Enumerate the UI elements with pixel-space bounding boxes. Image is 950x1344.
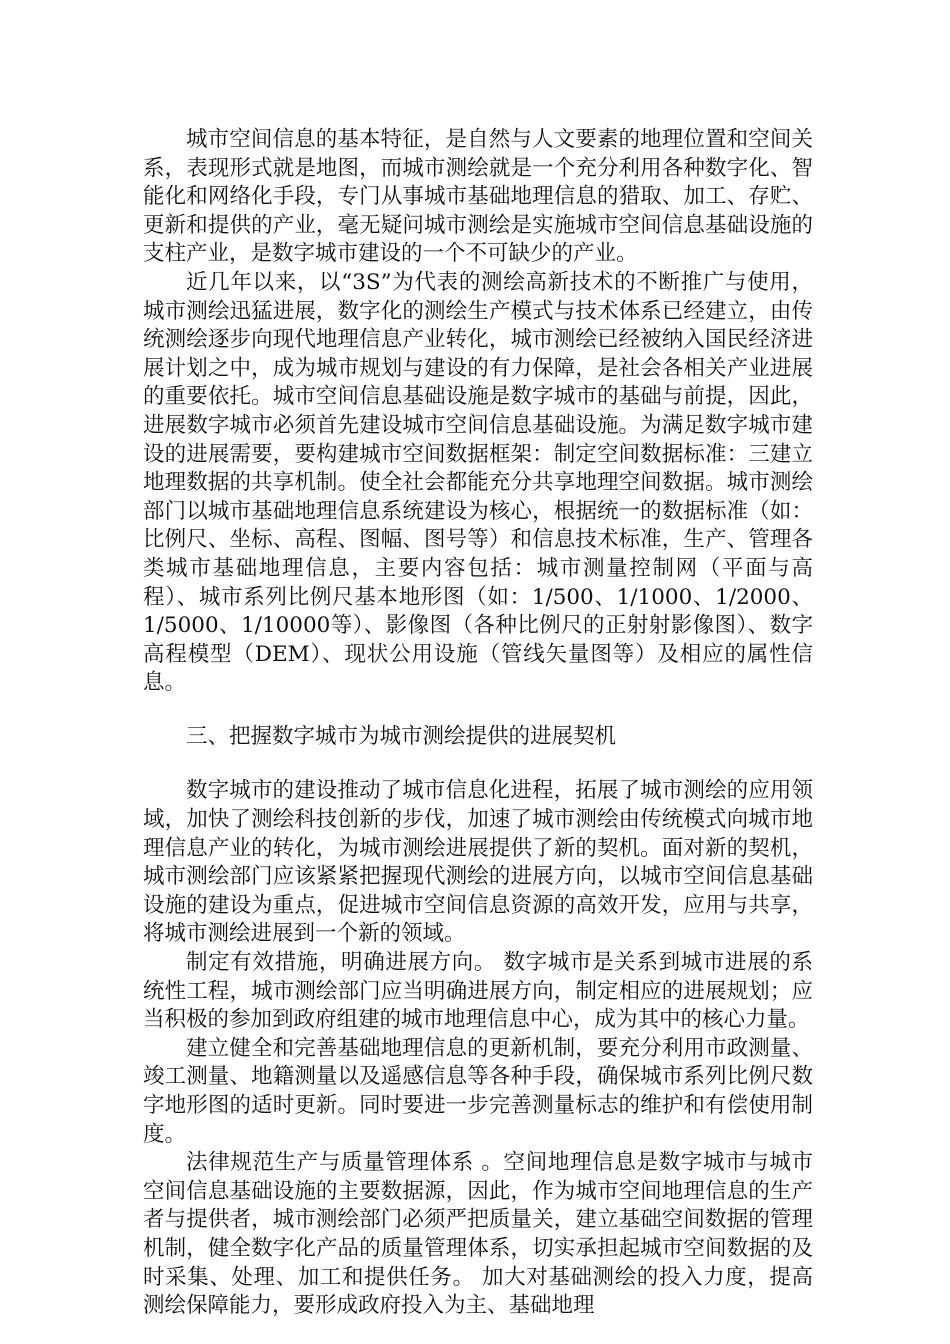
paragraph: 法律规范生产与质量管理体系 。空间地理信息是数字城市与城市空间信息基础设施的主要数据源，因此，作为城市空间地理信息的生产者与提供者，城市测绘部门必须严把质量关，建立基础空间数据的管理机制，健全数字化产品的质量管理体系，切实承担起城市空间数据的及时采集、处理、加工和提供任务。 加大对基础测绘的投入力度，提高测绘保障能力，要形成政府投入为主、基础地理	[143, 1150, 813, 1319]
document-page	[143, 126, 813, 1321]
paragraph: 制定有效措施，明确进展方向。 数字城市是关系到城市进展的系统性工程，城市测绘部门应当明确进展方向，制定相应的进展规划；应当积极的参加到政府组建的城市地理信息中心，成为其中的核心力量。	[143, 950, 813, 1033]
paragraph: 建立健全和完善基础地理信息的更新机制，要充分利用市政测量、竣工测量、地籍测量以及遥感信息等各种手段，确保城市系列比例尺数字地形图的适时更新。同时要进一步完善测量标志的维护和有偿使用制度。	[143, 1035, 813, 1147]
paragraph: 城市空间信息的基本特征，是自然与人文要素的地理位置和空间关系，表现形式就是地图，而城市测绘就是一个充分利用各种数字化、智能化和网络化手段，专门从事城市基础地理信息的猎取、加工、存贮、更新和提供的产业，毫无疑问城市测绘是实施城市空间信息基础设施的支柱产业，是数字城市建设的一个不可缺少的产业。	[143, 127, 813, 267]
paragraph: 数字城市的建设推动了城市信息化进程，拓展了城市测绘的应用领域，加快了测绘科技创新的步伐，加速了城市测绘由传统模式向城市地理信息产业的转化，为城市测绘进展提供了新的契机。面对新的契机，城市测绘部门应该紧紧把握现代测绘的进展方向，以城市空间信息基础设施的建设为重点，促进城市空间信息资源的高效开发，应用与共享，将城市测绘进展到一个新的领域。	[143, 778, 813, 947]
paragraph: 近几年以来，以“3S”为代表的测绘高新技术的不断推广与使用，城市测绘迅猛进展，数字化的测绘生产模式与技术体系已经建立，由传统测绘逐步向现代地理信息产业转化，城市测绘已经被纳入国民经济进展计划之中，成为城市规划与建设的有力保障，是社会各相关产业进展的重要依托。城市空间信息基础设施是数字城市的基础与前提，因此，进展数字城市必须首先建设城市空间信息基础设施。为满足数字城市建设的进展需要，要构建城市空间数据框架：制定空间数据标准：三建立地理数据的共享机制。使全社会都能充分共享地理空间数据。城市测绘部门以城市基础地理信息系统建设为核心，根据统一的数据标准（如：比例尺、坐标、高程、图幅、图号等）和信息技术标准，生产、管理各类城市基础地理信息，主要内容包括：城市测量控制网（平面与高程）、城市系列比例尺基本地形图（如：1/500、1/1000、1/2000、1/5000、1/10000等）、影像图（各种比例尺的正射射影像图）、数字高程模型（DEM）、现状公用设施（管线矢量图等）及相应的属性信息。	[143, 269, 813, 696]
section-heading: 三、把握数字城市为城市测绘提供的进展契机	[186, 723, 617, 749]
